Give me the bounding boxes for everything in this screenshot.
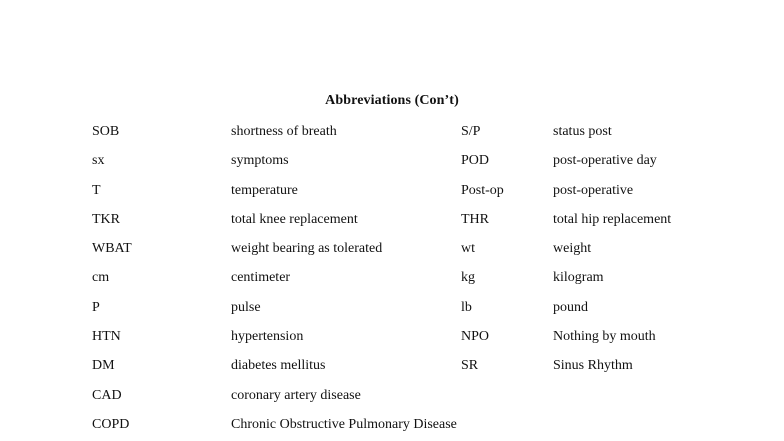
page-title: Abbreviations (Con’t) [325,93,459,108]
abbreviation-left: COPD [92,416,130,432]
definition-left: Chronic Obstructive Pulmonary Disease [231,416,457,432]
abbreviation-left: DM [92,358,115,374]
definition-left: symptoms [231,153,289,169]
table-row [0,384,784,413]
abbreviation-table [0,120,784,441]
abbreviation-left: cm [92,270,110,286]
table-row [0,208,784,237]
definition-left: weight bearing as tolerated [231,241,383,257]
definition-right: status post [553,124,612,139]
abbreviation-right: kg [461,270,475,286]
abbreviation-left: CAD [92,387,122,403]
table-row [0,149,784,178]
definition-right: weight [553,241,592,257]
definition-left: coronary artery disease [231,387,361,403]
definition-right: post-operative day [553,153,657,169]
definition-left: total knee replacement [231,211,358,227]
table-row [0,413,784,441]
abbreviation-right: S/P [461,124,481,139]
definition-right: pound [553,299,588,315]
abbreviation-left: T [92,182,101,198]
table-row [0,120,784,149]
definition-left: diabetes mellitus [231,358,326,374]
abbreviation-right: SR [461,358,479,374]
definition-left: temperature [231,182,298,198]
abbreviation-right: Post-op [461,182,504,198]
table-row [0,266,784,295]
table-row [0,179,784,208]
definition-left: hypertension [231,329,304,345]
abbreviation-right: POD [461,153,490,169]
abbreviation-left: SOB [92,124,120,139]
abbreviation-left: sx [92,153,105,169]
abbreviation-right: THR [461,211,489,227]
abbreviation-left: WBAT [92,241,132,257]
abbreviation-right: NPO [461,329,490,345]
definition-left: centimeter [231,270,291,286]
abbreviation-right: lb [461,299,472,315]
table-row [0,325,784,354]
definition-right: total hip replacement [553,211,672,227]
abbreviation-left: P [92,299,100,315]
definition-right: post-operative [553,182,634,198]
abbreviation-right: wt [461,241,475,257]
table-row [0,237,784,266]
definition-right: Nothing by mouth [553,329,656,345]
abbreviation-left: TKR [92,211,120,227]
definition-right: kilogram [553,270,604,286]
table-row [0,296,784,325]
abbreviation-left: HTN [92,329,121,345]
definition-right: Sinus Rhythm [553,358,633,374]
definition-left: pulse [231,299,261,315]
definition-left: shortness of breath [231,124,337,139]
table-row [0,354,784,383]
